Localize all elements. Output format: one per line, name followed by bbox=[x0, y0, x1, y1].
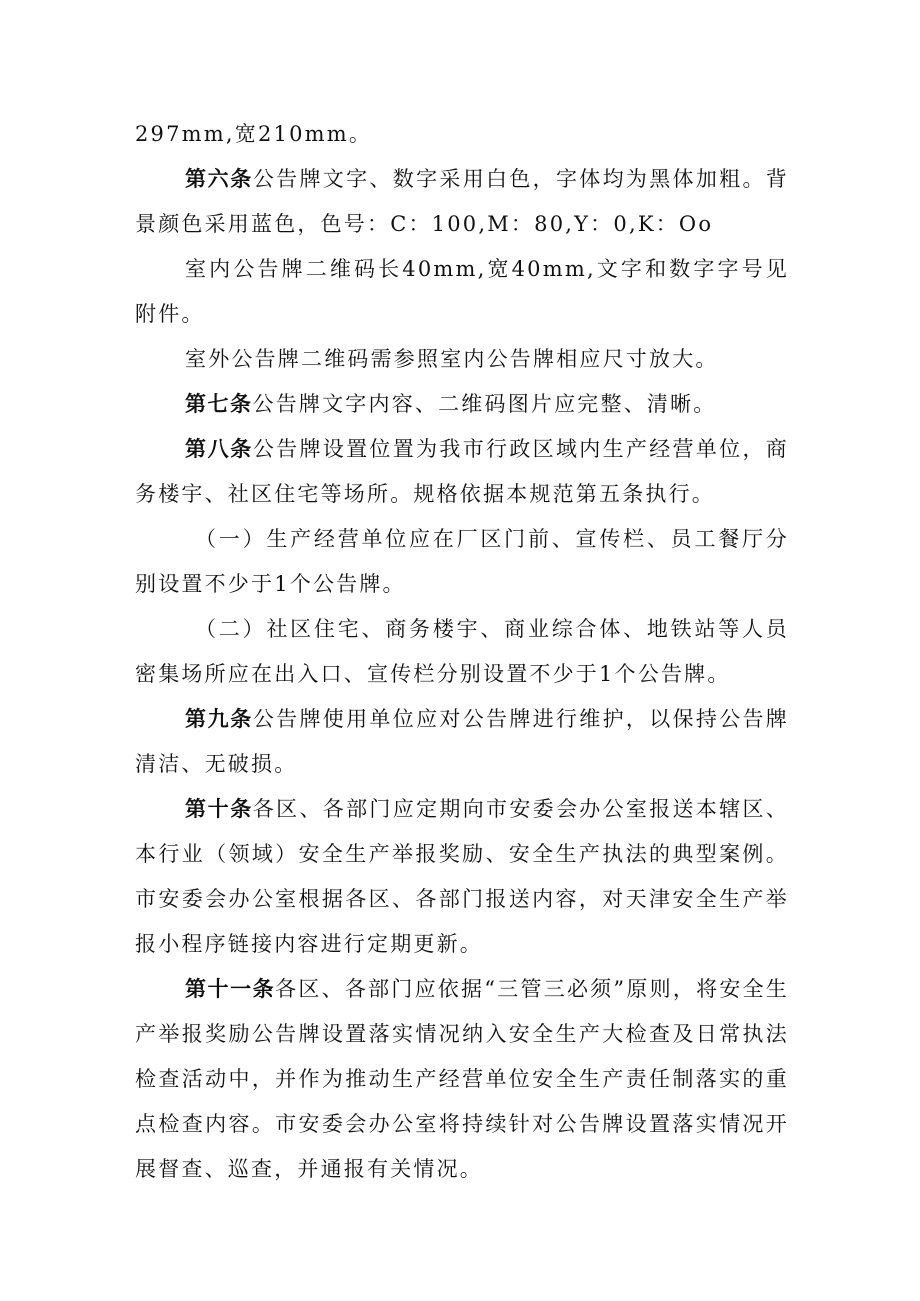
article-heading: 第六条 bbox=[185, 167, 253, 191]
article-heading: 第七条 bbox=[185, 392, 253, 416]
paragraph-continuation bbox=[135, 112, 789, 157]
paragraph-outdoor-qr bbox=[135, 337, 789, 382]
article-8 bbox=[135, 427, 789, 517]
article-6 bbox=[135, 157, 789, 247]
paragraph-text: 各区、各部门应定期向市安委会办公室报送本辖区、本行业（领域）安全生产举报奖励、安全生产执法的典型案例。市安委会办公室根据各区、各部门报送内容，对天津安全生产举报小程序链接内容进行定期更新。 bbox=[135, 797, 790, 956]
paragraph-text: 297mm,宽210mm。 bbox=[135, 122, 373, 146]
paragraph-text: 各区、各部门应依据“三管三必须”原则，将安全生产举报奖励公告牌设置落实情况纳入安全生产大检查及日常执法检查活动中，并作为推动生产经营单位安全生产责任制落实的重点检查内容。市安委会办公室将持续针对公告牌设置落实情况开展督查、巡查，并通报有关情况。 bbox=[135, 977, 790, 1181]
paragraph-indoor-qr bbox=[135, 247, 789, 337]
article-10 bbox=[135, 787, 789, 967]
article-9 bbox=[135, 697, 789, 787]
paragraph-text: 公告牌文字内容、二维码图片应完整、清晰。 bbox=[252, 392, 717, 416]
paragraph-text: 公告牌文字、数字采用白色，字体均为黑体加粗。背景颜色采用蓝色，色号：C：100,M：80,Y：0,K：Oo bbox=[135, 167, 790, 236]
article-heading: 第八条 bbox=[185, 437, 253, 461]
paragraph-text: （一）生产经营单位应在厂区门前、宣传栏、员工餐厅分别设置不少于1个公告牌。 bbox=[135, 527, 789, 596]
paragraph-text: （二）社区住宅、商务楼宇、商业综合体、地铁站等人员密集场所应在出入口、宣传栏分别设置不少于1个公告牌。 bbox=[135, 617, 789, 686]
paragraph-text: 公告牌使用单位应对公告牌进行维护，以保持公告牌清洁、无破损。 bbox=[135, 707, 790, 776]
article-7 bbox=[135, 382, 789, 427]
list-item-2 bbox=[135, 607, 789, 697]
paragraph-text: 室外公告牌二维码需参照室内公告牌相应尺寸放大。 bbox=[185, 347, 719, 371]
article-11 bbox=[135, 967, 789, 1192]
document-body bbox=[135, 112, 789, 1192]
list-item-1 bbox=[135, 517, 789, 607]
article-heading: 第九条 bbox=[185, 707, 253, 731]
paragraph-text: 室内公告牌二维码长40mm,宽40mm,文字和数字字号见附件。 bbox=[135, 257, 789, 326]
article-heading: 第十一条 bbox=[185, 977, 276, 1001]
paragraph-text: 公告牌设置位置为我市行政区域内生产经营单位，商务楼宇、社区住宅等场所。规格依据本规范第五条执行。 bbox=[135, 437, 790, 506]
article-heading: 第十条 bbox=[185, 797, 253, 821]
